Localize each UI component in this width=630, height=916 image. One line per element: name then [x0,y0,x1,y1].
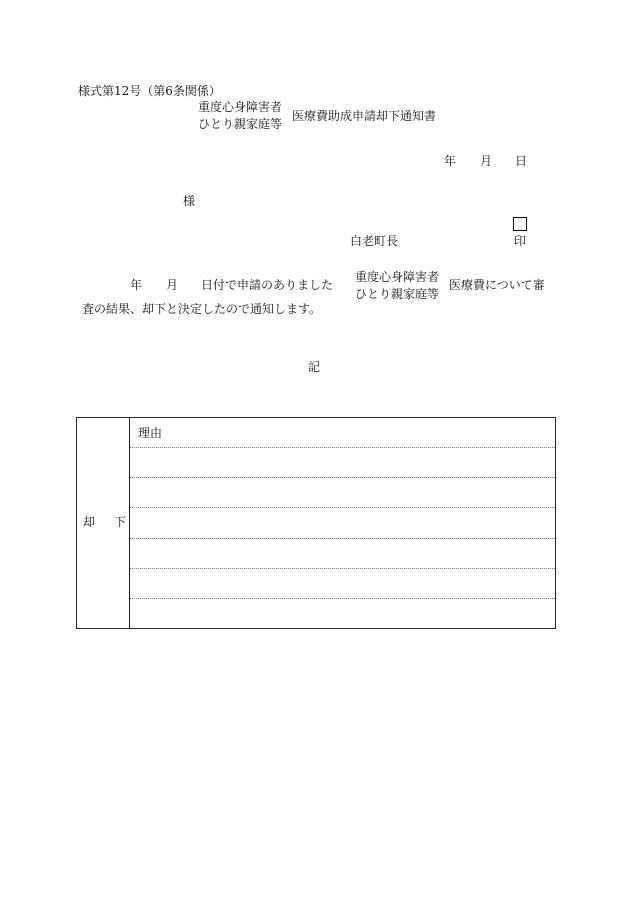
body-line-2-text: 査の結果、却下と決定したので通知します。 [82,302,322,316]
body-category-line-1: 重度心身障害者 [355,270,440,284]
reason-writing-line [130,447,555,448]
reason-writing-line [130,598,555,599]
body-line-1-text: 日付で申請のありました [201,278,334,292]
date-year-label: 年 [444,154,457,168]
recipient-honorific: 様 [183,194,196,208]
issuer-name: 白老町長 [350,234,399,248]
title-category-line-2: ひとり親家庭等 [198,117,283,131]
reason-writing-line [130,507,555,508]
reason-writing-line [130,538,555,539]
seal-label: 印 [514,234,527,248]
rejection-label-char-1: 却 [83,515,96,529]
document-title: 医療費助成申請却下通知書 [292,109,437,123]
body-month-label: 月 [166,278,179,292]
body-category-line-2: ひとり親家庭等 [355,287,440,301]
reason-writing-line [130,477,555,478]
rejection-label-cell [77,418,130,628]
seal-box [513,217,527,231]
body-line-1-tail: 医療費について審 [449,278,545,292]
ki-heading: 記 [308,360,321,374]
date-month-label: 月 [480,154,493,168]
rejection-table [76,417,556,629]
body-year-label: 年 [130,278,143,292]
rejection-label-char-2: 下 [114,515,127,529]
reason-label: 理由 [138,426,163,440]
date-day-label: 日 [515,154,528,168]
title-category-line-1: 重度心身障害者 [198,100,283,114]
reason-writing-line [130,568,555,569]
form-number: 様式第12号（第6条関係） [78,84,221,98]
